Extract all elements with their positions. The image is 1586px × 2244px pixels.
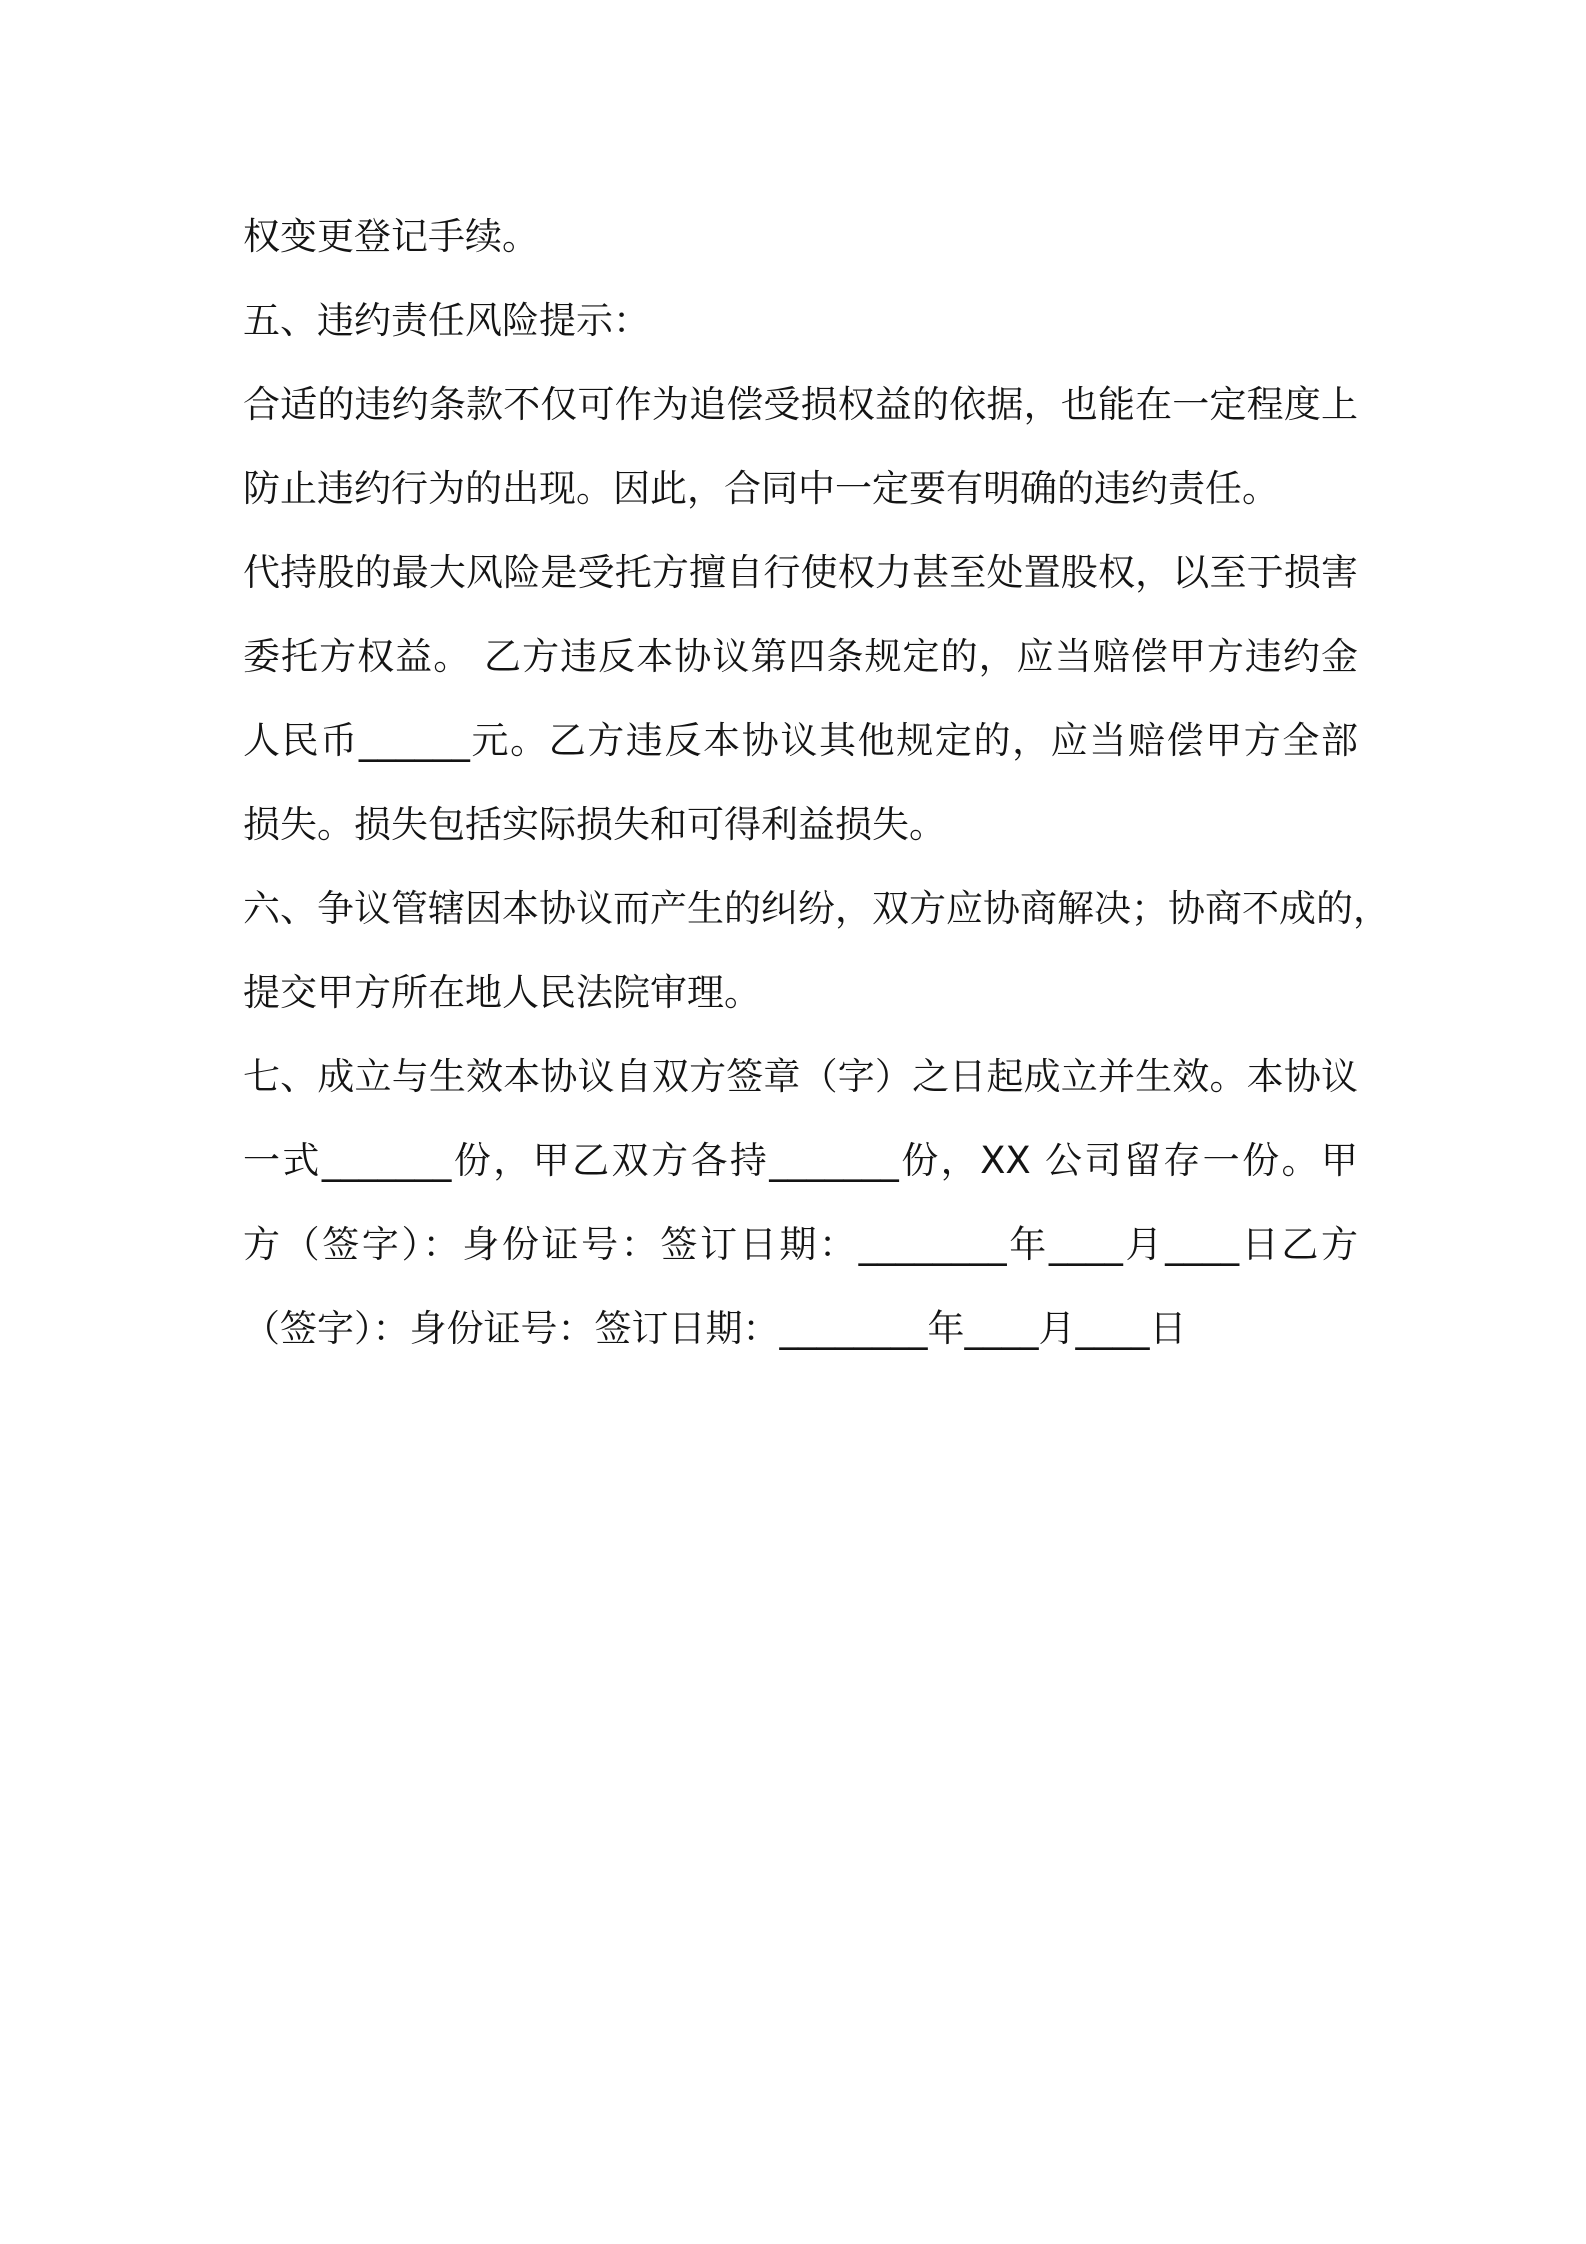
section-heading-7: 七、成立与生效本协议自双方签章（字）之日起成立并生效。本协议 — [243, 1055, 1358, 1098]
text-line-4: 防止违约行为的出现。因此，合同中一定要有明确的违约责任。 — [243, 467, 1279, 510]
section-heading-5: 五、违约责任风险提示： — [243, 299, 650, 342]
signature-line-party-b: （签字）：身份证号：签订日期：________年____月____日 — [243, 1307, 1187, 1350]
text-line-7: 人民币______元。乙方违反本协议其他规定的，应当赔偿甲方全部 — [243, 719, 1358, 762]
text-line-8: 损失。损失包括实际损失和可得利益损失。 — [243, 803, 946, 846]
text-line-6: 委托方权益。 乙方违反本协议第四条规定的，应当赔偿甲方违约金 — [243, 635, 1358, 678]
text-line-3: 合适的违约条款不仅可作为追偿受损权益的依据，也能在一定程度上 — [243, 383, 1358, 426]
section-heading-6: 六、争议管辖因本协议而产生的纠纷，双方应协商解决；协商不成的， — [243, 887, 1390, 930]
signature-line-party-a: 方（签字）：身份证号：签订日期：________年____月____日乙方 — [243, 1223, 1358, 1266]
document-body — [243, 195, 1390, 1371]
text-line-5: 代持股的最大风险是受托方擅自行使权力甚至处置股权，以至于损害 — [243, 551, 1358, 594]
text-line-1: 权变更登记手续。 — [243, 215, 539, 258]
text-line-10: 提交甲方所在地人民法院审理。 — [243, 971, 761, 1014]
text-line-12: 一式_______份，甲乙双方各持_______份，XX 公司留存一份。甲 — [243, 1139, 1358, 1182]
